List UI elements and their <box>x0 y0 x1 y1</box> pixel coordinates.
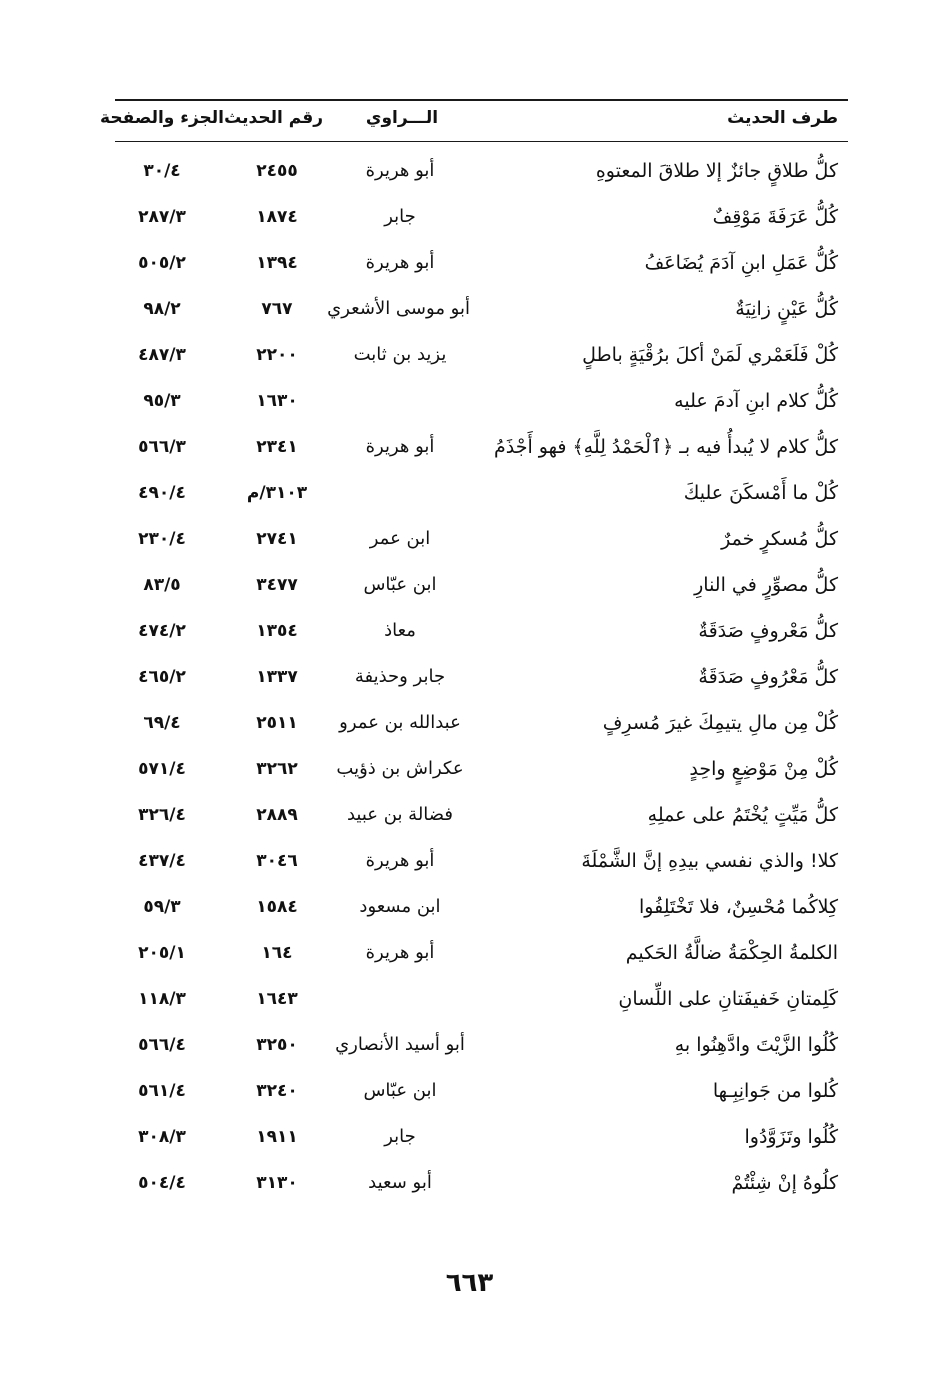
hadith-number: ٢٤٥٥ <box>256 161 298 181</box>
hadith-phrase: كُلوا من جَوانِبِـها <box>712 1080 838 1102</box>
table-row <box>0 334 939 380</box>
hadith-phrase: كلا! والذي نفسي بيدِهِ إنَّ الشَّمْلَةَ <box>581 850 838 872</box>
table-row <box>0 656 939 702</box>
narrator: أبو سعيد <box>368 1172 432 1193</box>
hadith-phrase: كُلْ مِنْ مَوْضِعٍ واحِدٍ <box>689 758 838 780</box>
hadith-phrase: كُلُّ كلام ابنِ آدمَ عليه <box>674 390 838 412</box>
narrator: ابن مسعود <box>359 896 441 917</box>
table-row <box>0 978 939 1024</box>
volume-page: ٩٨/٢ <box>143 299 181 319</box>
table-row <box>0 748 939 794</box>
volume-page: ٥٧١/٤ <box>138 759 186 779</box>
hadith-phrase: كلُّ مَعْرُوفٍ صَدَقَةٌ <box>698 666 838 688</box>
table-row <box>0 702 939 748</box>
hadith-number: ٣٢٤٠ <box>256 1081 298 1101</box>
hadith-phrase: كَلِمتانِ خَفيفَتانِ على اللِّسانِ <box>618 988 838 1010</box>
hadith-number: ٣٠٤٦ <box>256 851 298 871</box>
hadith-number: ٣١٣٠ <box>256 1173 298 1193</box>
hadith-number: ٢٣٤١ <box>256 437 298 457</box>
table-row <box>0 380 939 426</box>
table-row <box>0 564 939 610</box>
hadith-phrase: كُلُوا الزَّيْتَ وادَّهِنُوا بهِ <box>674 1034 838 1056</box>
hadith-phrase: كُلْ فَلَعَمْري لَمَنْ أكلَ برُقْيَةٍ باطلٍ <box>582 344 838 366</box>
hadith-phrase: كُلُّ عَيْنٍ زانِيَةٌ <box>735 298 838 320</box>
hadith-number: ١٣٣٧ <box>256 667 298 687</box>
table-row <box>0 288 939 334</box>
narrator: يزيد بن ثابت <box>353 344 447 365</box>
table-row <box>0 610 939 656</box>
volume-page: ٨٣/٥ <box>143 575 181 595</box>
hadith-phrase: كُلُّ عَرَفَةَ مَوْقِفٌ <box>712 206 838 228</box>
volume-page: ٥٦١/٤ <box>138 1081 186 1101</box>
header-number: رقم الحديث <box>224 108 323 128</box>
table-row <box>0 242 939 288</box>
header-volume-page: الجزء والصفحة <box>100 108 224 128</box>
hadith-number: ١٥٨٤ <box>256 897 298 917</box>
hadith-phrase: كُلْ مِن مالِ يتيمِكَ غيرَ مُسرِفٍ <box>602 712 838 734</box>
volume-page: ٥٦٦/٣ <box>138 437 186 457</box>
hadith-number: ٣٢٦٢ <box>256 759 298 779</box>
narrator: جابر وحذيفة <box>354 666 446 687</box>
table-header <box>0 108 939 138</box>
volume-page: ٣٢٦/٤ <box>138 805 186 825</box>
hadith-number: ١٨٧٤ <box>256 207 298 227</box>
volume-page: ٥٦٦/٤ <box>138 1035 186 1055</box>
narrator: أبو هريرة <box>365 850 435 871</box>
narrator: ابن عبّاس <box>363 1080 437 1101</box>
narrator: عكراش بن ذؤيب <box>336 758 464 779</box>
volume-page: ٢٠٥/١ <box>138 943 186 963</box>
hadith-phrase: كلُّ مصوِّرٍ في النارِ <box>694 574 838 596</box>
hadith-number: ١٦٣٠ <box>256 391 298 411</box>
hadith-number: ٧٦٧ <box>261 299 293 319</box>
narrator: فضالة بن عبيد <box>346 804 454 825</box>
volume-page: ٤٣٧/٤ <box>138 851 186 871</box>
table-row <box>0 794 939 840</box>
volume-page: ٤٩٠/٤ <box>138 483 186 503</box>
volume-page: ٦٩/٤ <box>143 713 181 733</box>
hadith-number: ١٣٥٤ <box>256 621 298 641</box>
table-top-rule <box>115 99 848 101</box>
hadith-phrase: كُلْ ما أَمْسكَنَ عليكَ <box>683 482 838 504</box>
hadith-phrase: الكلمةُ الحِكْمَةُ ضالَّةُ الحَكيم <box>625 942 838 964</box>
hadith-number: ٢٧٤١ <box>256 529 298 549</box>
hadith-phrase: كُلُّ عَمَلِ ابنِ آدَمَ يُضَاعَفُ <box>644 252 838 274</box>
hadith-number: ٣٤٧٧ <box>256 575 298 595</box>
volume-page: ٤٨٧/٣ <box>138 345 186 365</box>
table-row <box>0 150 939 196</box>
table-row <box>0 840 939 886</box>
hadith-number: ١٦٤ <box>261 943 293 963</box>
volume-page: ٢٨٧/٣ <box>138 207 186 227</box>
narrator: جابر <box>384 1126 416 1147</box>
narrator: جابر <box>384 206 416 227</box>
hadith-phrase: كلُوهُ إنْ شِئْتُمْ <box>731 1172 838 1194</box>
volume-page: ٢٣٠/٤ <box>138 529 186 549</box>
table-row <box>0 472 939 518</box>
table-row <box>0 1024 939 1070</box>
hadith-phrase: كلُّ مُسكرٍ خمرٌ <box>721 528 838 550</box>
hadith-phrase: كلُّ مَيِّتٍ يُخْتَمُ على عملِهِ <box>647 804 838 826</box>
table-row <box>0 1162 939 1208</box>
header-narrator: الـــراوي <box>365 108 439 128</box>
narrator: أبو أسيد الأنصاري <box>335 1034 465 1055</box>
narrator: أبو هريرة <box>365 942 435 963</box>
table-row <box>0 1070 939 1116</box>
table-row <box>0 196 939 242</box>
table-row <box>0 886 939 932</box>
volume-page: ٤٧٤/٢ <box>138 621 186 641</box>
volume-page: ٣٠٨/٣ <box>138 1127 186 1147</box>
header-phrase: طرف الحديث <box>727 108 838 128</box>
page-number: ٦٦٣ <box>445 1268 494 1298</box>
narrator: عبدالله بن عمرو <box>339 712 461 733</box>
hadith-number: ٣٢٥٠ <box>256 1035 298 1055</box>
hadith-number: ٢٢٠٠ <box>256 345 298 365</box>
hadith-phrase: كلُّ كلام لا يُبدأُ فيه بـ ﴿ٱلْحَمْدُ لِلَّهِ﴾ فهو أَجْذَمُ <box>494 436 838 458</box>
narrator: أبو هريرة <box>365 436 435 457</box>
volume-page: ٣٠/٤ <box>143 161 181 181</box>
narrator: أبو هريرة <box>365 160 435 181</box>
volume-page: ١١٨/٣ <box>138 989 186 1009</box>
hadith-phrase: كِلاكُما مُحْسِنٌ، فلا تَخْتَلِفُوا <box>638 896 838 918</box>
volume-page: ٥٠٤/٤ <box>138 1173 186 1193</box>
narrator: معاذ <box>384 620 416 641</box>
narrator: ابن عبّاس <box>363 574 437 595</box>
hadith-number: ١٩١١ <box>256 1127 298 1147</box>
table-row <box>0 1116 939 1162</box>
hadith-phrase: كلُّ طلاقٍ جائزٌ إلا طلاقَ المعتوهِ <box>595 160 838 182</box>
header-bottom-rule <box>115 141 848 142</box>
hadith-number: ١٣٩٤ <box>256 253 298 273</box>
hadith-phrase: كُلُوا وتَزَوَّدُوا <box>744 1126 838 1148</box>
narrator: أبو موسى الأشعري <box>327 298 470 319</box>
hadith-phrase: كلُّ مَعْروفٍ صَدَقَةٌ <box>698 620 838 642</box>
hadith-number: ٢٨٨٩ <box>256 805 298 825</box>
volume-page: ٤٦٥/٢ <box>138 667 186 687</box>
hadith-number: ١٦٤٣ <box>256 989 298 1009</box>
volume-page: ٩٥/٣ <box>143 391 181 411</box>
volume-page: ٥٩/٣ <box>143 897 181 917</box>
narrator: ابن عمر <box>369 528 431 549</box>
table-row <box>0 518 939 564</box>
table-body <box>0 150 939 1208</box>
volume-page: ٥٠٥/٢ <box>138 253 186 273</box>
hadith-number: ٢٥١١ <box>256 713 298 733</box>
table-row <box>0 932 939 978</box>
narrator: أبو هريرة <box>365 252 435 273</box>
hadith-number: ٣١٠٣/م <box>246 483 308 503</box>
table-row <box>0 426 939 472</box>
